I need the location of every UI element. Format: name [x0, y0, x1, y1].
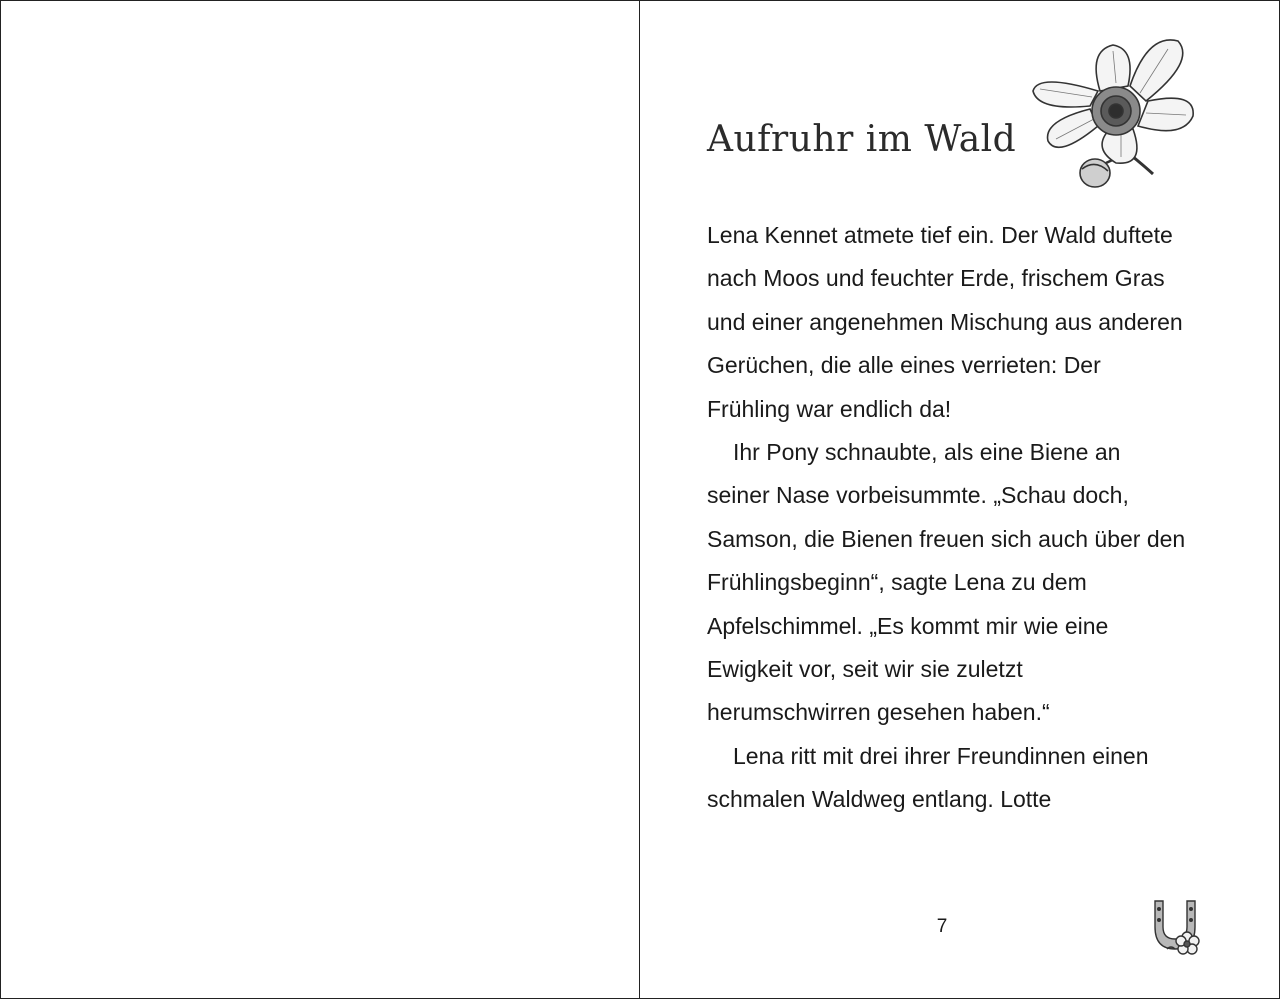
- horseshoe-icon: [1145, 893, 1205, 955]
- page-number: 7: [936, 916, 948, 937]
- paragraph: Lena ritt mit drei ihrer Freundinnen einen schmalen Waldweg entlang. Lotte: [707, 742, 1149, 813]
- paragraph: Lena Kennet atmete tief ein. Der Wald duftete nach Moos und feuchter Erde, frischem Gras und einer angenehmen Mischung aus anderen Gerüchen, die alle eines verrieten: Der Frühling war endlich da!: [707, 222, 1183, 422]
- chapter-body: [707, 214, 1187, 822]
- right-page: [640, 1, 1279, 998]
- left-page-blank: [1, 1, 640, 998]
- flower-illustration: [1018, 31, 1198, 191]
- chapter-title: Aufruhr im Wald: [707, 119, 1017, 160]
- paragraph: Ihr Pony schnaubte, als eine Biene an seiner Nase vorbeisummte. „Schau doch, Samson, die Bienen freuen sich auch über den Frühlingsbeginn“, sagte Lena zu dem Apfelschimmel. „Es kommt mir wie eine Ewigkeit vor, seit wir sie zuletzt herumschwirren gesehen haben.“: [707, 439, 1186, 726]
